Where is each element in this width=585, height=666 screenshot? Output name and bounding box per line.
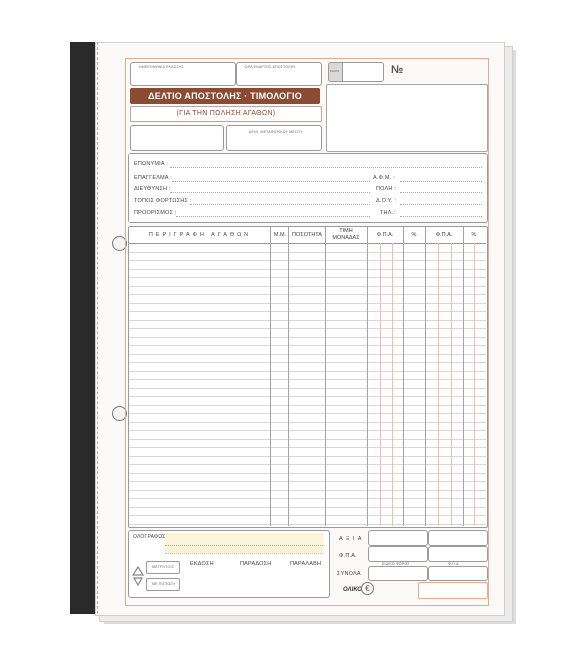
col-price-header-line1: ΤΙΜΗ — [339, 228, 353, 234]
vehicle-number-field[interactable] — [226, 125, 322, 151]
col-sep — [403, 227, 404, 526]
vehicle-label: ΑΡΙΘ. ΜΕΤΑΦΟΡΙΚΟΥ ΜΕΣΟΥ — [249, 130, 303, 134]
customer-name-line[interactable] — [170, 167, 482, 168]
customer-name-label: ΕΠΩΝΥΜΙΑ : — [134, 161, 168, 167]
cash-checkbox-label: ΜΕΤΡΗΤΟΙΣ — [152, 565, 174, 569]
table-row-line — [129, 260, 486, 261]
col-value-b-header: Φ.Π.Α. — [435, 232, 453, 238]
document-number-label: № — [391, 64, 404, 76]
table-row-line — [129, 515, 486, 516]
destination-label: ΠΡΟΟΡΙΣΜΟΣ : — [134, 210, 177, 216]
start-time-label: ΩΡΑ ΕΝΑΡΞΗΣ ΑΠΟΣΤΟΛΗΣ — [245, 65, 296, 69]
table-row-line — [129, 303, 486, 304]
table-row-line — [129, 328, 486, 329]
col-sep-minor — [380, 243, 381, 526]
table-row-line — [129, 379, 486, 380]
table-row-line — [129, 252, 486, 253]
grand-total-box[interactable] — [418, 582, 488, 599]
customer-box-edge — [129, 154, 131, 222]
table-row-line — [129, 371, 486, 372]
table-row-line — [129, 430, 486, 431]
vat-sub-label: Φ.Π.Α. — [448, 562, 460, 566]
table-row-line — [129, 362, 486, 363]
address-label: ΔΙΕΥΘΥΝΣΗ : — [134, 186, 171, 192]
col-unit-header: Μ.Μ. — [273, 232, 287, 238]
table-row-line — [129, 320, 486, 321]
table-row-line — [129, 422, 486, 423]
value-a-box[interactable] — [368, 530, 428, 546]
subtitle-banner — [130, 106, 322, 122]
series-field[interactable] — [342, 62, 384, 82]
special-tax-label: ΕΙΔΙΚΟ ΦΟΡΟΣ — [382, 562, 410, 566]
table-row-line — [129, 524, 486, 525]
date-field-label: ΗΜΕΡΟΜΗΝΙΑ ΕΚΔΟΣΗΣ — [139, 65, 185, 69]
euro-symbol: € — [365, 584, 370, 593]
totals-a-box[interactable] — [368, 566, 428, 581]
amount-in-words-field[interactable] — [165, 533, 323, 554]
table-row-line — [129, 447, 486, 448]
table-row-line — [129, 490, 486, 491]
series-label: ΣΕΙΡΑ — [330, 69, 340, 73]
table-row-line — [129, 413, 486, 414]
table-row-line — [129, 498, 486, 499]
vat-label: Φ.Π.Α. — [339, 553, 357, 559]
table-row-line — [129, 337, 486, 338]
col-quantity-header: ΠΟΣΟΤΗΤΑ — [292, 232, 322, 238]
loading-place-line[interactable] — [190, 204, 370, 205]
totals-label: ΣΥΝΟΛΑ — [337, 571, 361, 577]
table-row-line — [129, 473, 486, 474]
phone-line[interactable] — [400, 216, 482, 217]
loading-place-label: ΤΟΠΟΣ ΦΟΡΤΩΣΗΣ : — [134, 198, 192, 204]
amount-in-words-label: ΟΛΟΓΡΑΦΩΣ — [133, 534, 166, 540]
table-row-line — [129, 439, 486, 440]
issuer-stamp-area[interactable] — [326, 84, 488, 152]
start-time-field[interactable] — [236, 62, 322, 86]
col-sep — [367, 227, 368, 526]
table-row-line — [129, 354, 486, 355]
col-sep — [288, 227, 289, 526]
col-sep — [463, 227, 464, 526]
col-pct-a-header: % — [411, 232, 417, 238]
col-price-header-line2: ΜΟΝΑΔΑΣ — [332, 235, 360, 241]
col-sep — [325, 227, 326, 526]
amount-in-words-line — [165, 545, 323, 546]
document-subtitle: (ΓΙΑ ΤΗΝ ΠΩΛΗΣΗ ΑΓΑΘΩΝ) — [176, 110, 276, 117]
vat-a-box[interactable] — [368, 546, 428, 562]
city-label: ΠΟΛΗ : — [376, 186, 397, 192]
table-row-line — [129, 345, 486, 346]
address-line[interactable] — [170, 192, 370, 193]
col-sep — [270, 227, 271, 526]
value-label: Α Ξ Ι Α — [339, 536, 363, 542]
binding-spine — [70, 42, 95, 614]
table-row-line — [129, 405, 486, 406]
col-description-header: ΠΕΡΙΓΡΑΦΗ ΑΓΑΘΩΝ — [148, 232, 252, 238]
receipt-signature-label: ΠΑΡΑΛΑΒΗ — [290, 561, 322, 567]
value-b-box[interactable] — [428, 530, 488, 546]
credit-checkbox-label: ΜΕ ΠΙΣΤΩΣΗ — [152, 582, 176, 586]
table-row-line — [129, 396, 486, 397]
table-row-line — [129, 269, 486, 270]
vat-b-box[interactable] — [428, 546, 488, 562]
perforation-line — [97, 42, 98, 614]
tax-office-line[interactable] — [400, 204, 482, 205]
phone-label: ΤΗΛ.: — [380, 210, 396, 216]
credit-checkbox[interactable] — [146, 578, 180, 591]
table-row-line — [129, 481, 486, 482]
vat-number-line[interactable] — [400, 181, 482, 182]
date-field[interactable] — [130, 62, 236, 86]
cash-checkbox[interactable] — [146, 561, 180, 574]
euro-icon — [361, 582, 374, 595]
col-sep-minor — [451, 243, 452, 526]
table-row-line — [129, 311, 486, 312]
grand-total-label: ΟΛΙΚΟ — [343, 587, 362, 593]
col-value-a-header: Φ.Π.Α. — [376, 232, 394, 238]
col-pct-b-header: % — [471, 232, 477, 238]
vehicle-left-field[interactable] — [130, 125, 224, 151]
title-banner — [130, 88, 320, 104]
table-row-line — [129, 507, 486, 508]
delivery-signature-label: ΠΑΡΑΔΟΣΗ — [240, 561, 272, 567]
tax-office-label: Δ.Ο.Υ. : — [376, 198, 397, 204]
issuance-signature-label: ΕΚΔΟΣΗ — [190, 561, 214, 567]
document-title: ΔΕΛΤΙΟ ΑΠΟΣΤΟΛΗΣ · ΤΙΜΟΛΟΓΙΟ — [148, 91, 302, 101]
col-sep-minor — [438, 243, 439, 526]
table-row-line — [129, 456, 486, 457]
table-row-line — [129, 277, 486, 278]
table-row-line — [129, 286, 486, 287]
table-row-line — [129, 464, 486, 465]
vat-number-label: Α.Φ.Μ. : — [373, 175, 395, 181]
customer-info-box — [128, 153, 488, 223]
occupation-line[interactable] — [172, 181, 370, 182]
col-sep-minor — [392, 243, 393, 526]
col-sep — [425, 227, 426, 526]
recycle-icon — [131, 565, 145, 587]
occupation-label: ΕΠΑΓΓΕΛΜΑ : — [134, 175, 172, 181]
items-rows[interactable] — [129, 243, 486, 526]
totals-b-box[interactable] — [428, 566, 488, 581]
table-row-line — [129, 388, 486, 389]
col-sep-minor — [474, 243, 475, 526]
city-line[interactable] — [400, 192, 482, 193]
table-row-line — [129, 294, 486, 295]
destination-line[interactable] — [176, 216, 370, 217]
